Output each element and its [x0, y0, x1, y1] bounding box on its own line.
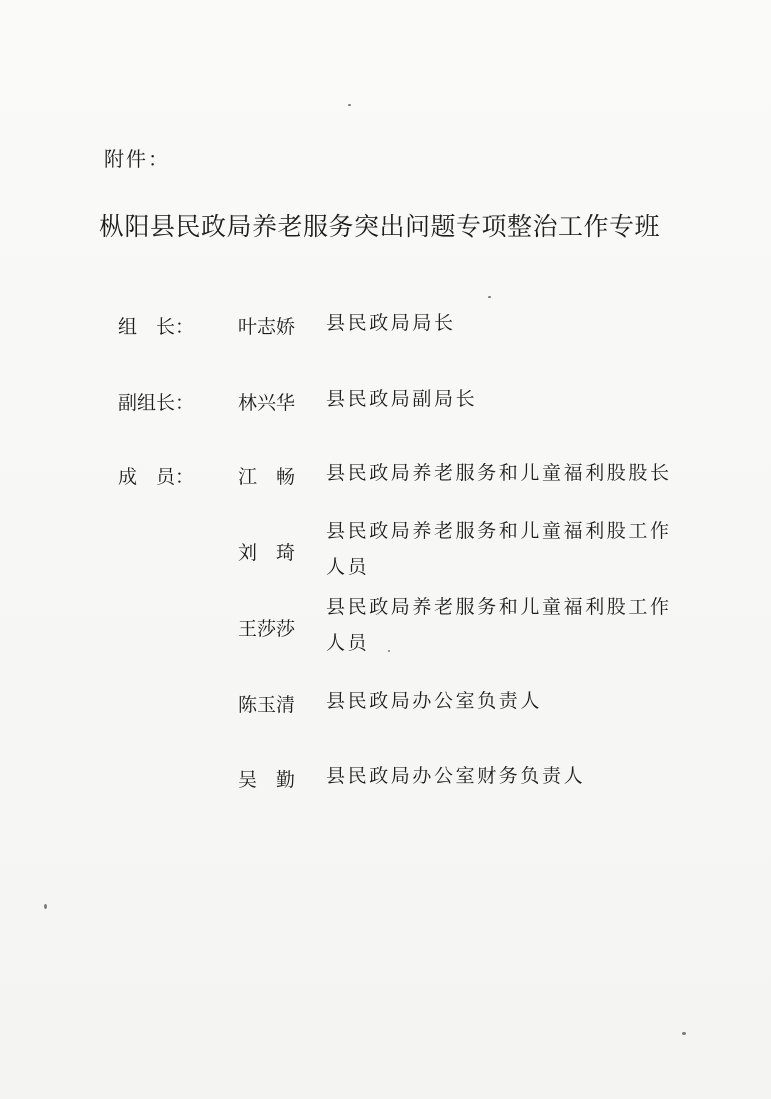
member-role: 成 员： — [118, 466, 195, 488]
member-name: 吴 勤 — [238, 769, 296, 791]
document-title: 枞阳县民政局养老服务突出问题专项整治工作专班 — [99, 212, 661, 241]
member-duty: 县民政局局长 — [326, 312, 456, 334]
member-name: 刘 琦 — [238, 542, 296, 564]
member-name: 陈玉清 — [238, 694, 296, 716]
scan-speck — [682, 1032, 686, 1035]
scan-speck — [388, 650, 390, 652]
scan-speck — [348, 104, 351, 106]
member-duty: 县民政局办公室负责人 — [326, 690, 543, 712]
attachment-label: 附件： — [104, 147, 170, 171]
member-name: 王莎莎 — [238, 618, 296, 640]
member-duty: 县民政局养老服务和儿童福利股工作人员 — [326, 520, 672, 578]
member-role: 组 长： — [118, 316, 195, 338]
member-name: 江 畅 — [238, 466, 296, 488]
member-duty: 县民政局养老服务和儿童福利股工作人员 — [326, 596, 672, 654]
member-name: 林兴华 — [238, 392, 296, 414]
member-role: 副组长： — [118, 392, 195, 414]
scan-speck — [44, 904, 47, 909]
member-duty: 县民政局养老服务和儿童福利股股长 — [326, 462, 672, 484]
scan-speck — [488, 296, 491, 298]
member-name: 叶志娇 — [238, 316, 296, 338]
member-duty: 县民政局办公室财务负责人 — [326, 765, 586, 787]
member-duty: 县民政局副局长 — [326, 388, 478, 410]
